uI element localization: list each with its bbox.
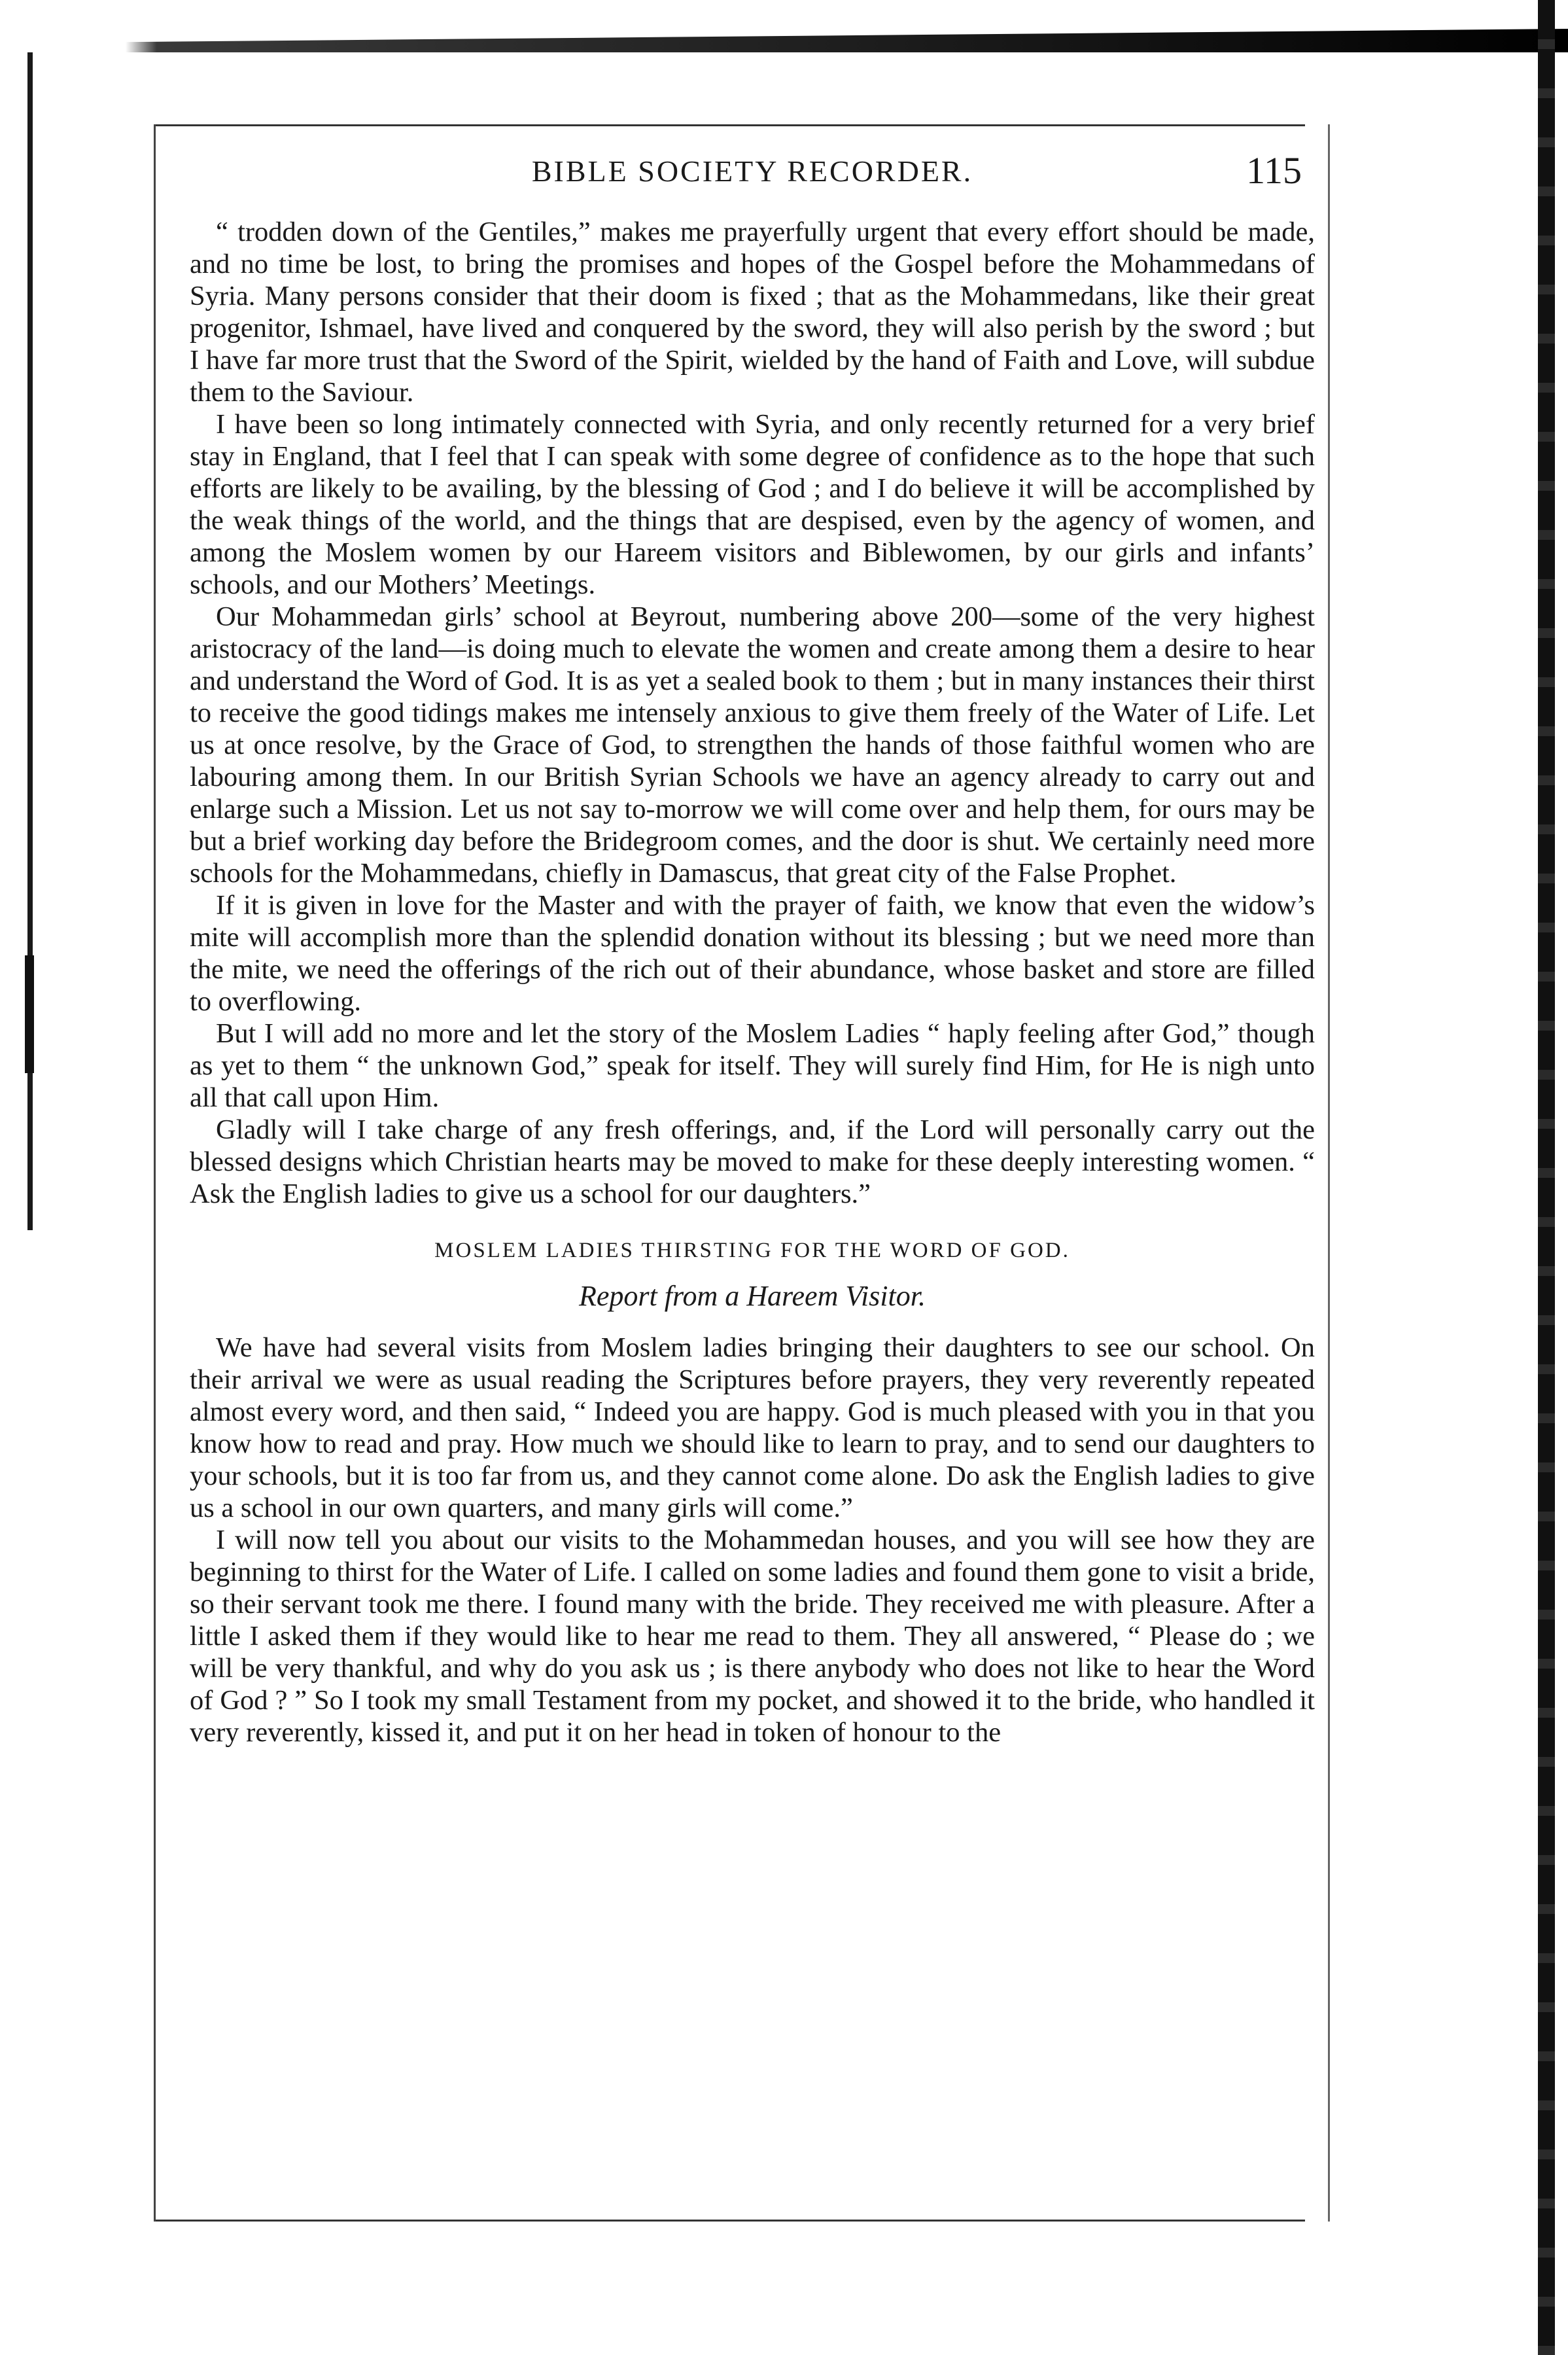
paragraph: Gladly will I take charge of any fresh offerings, and, if the Lord will personally carry out the blessed designs which Christian hearts may be moved to make for these deeply interesting women. “ Ask the English ladies to give us a school for our daughters.”	[190, 1114, 1315, 1209]
page-frame-left-rule	[154, 124, 156, 2222]
paragraph: Our Mohammedan girls’ school at Beyrout, numbering above 200—some of the very highest aristocracy of the land—is doing much to elevate the women and create among them a desire to hear and understand the Word of God. It is as yet a sealed book to them ; but in many instances their thirst to receive the good tidings makes me intensely anxious to give them freely of the Water of Life. Let us at once resolve, by the Grace of God, to strengthen the hands of those faithful women who are labouring among them. In our British Syrian Schools we have an agency already to carry out and enlarge such a Mission. Let us not say to-morrow we will come over and help them, for ours may be but a brief working day before the Bridegroom comes, and the door is shut. We certainly need more schools for the Mohammedans, chiefly in Damascus, that great city of the False Prophet.	[190, 601, 1315, 889]
scan-edge-shadow	[0, 26, 1568, 52]
paragraph: If it is given in love for the Master and with the prayer of faith, we know that even the widow’s mite will accomplish more than the splendid donation without its blessing ; but we need more than the mite, we need the offerings of the rich out of their abundance, whose basket and store are filled to overflowing.	[190, 890, 1315, 1017]
paragraph: I have been so long intimately connected with Syria, and only recently returned for a very brief stay in England, that I feel that I can speak with some degree of confidence as to the hope that such efforts are likely to be availing, by the blessing of God ; and I do believe it will be accomplished by the weak things of the world, and the things that are despised, even by the agency of women, and among the Moslem women by our Hareem visitors and Biblewomen, by our girls and infants’ schools, and our Mothers’ Meetings.	[190, 409, 1315, 600]
paragraph: But I will add no more and let the story of the Moslem Ladies “ haply feeling after God,” though as yet to them “ the unknown God,” speak for itself. They will surely find Him, for He is nigh unto all that call upon Him.	[190, 1018, 1315, 1113]
section-title: MOSLEM LADIES THIRSTING FOR THE WORD OF GOD.	[434, 1239, 1070, 1262]
section-subtitle: Report from a Hareem Visitor.	[579, 1280, 926, 1312]
running-head: BIBLE SOCIETY RECORDER.	[531, 154, 973, 188]
page-number: 115	[1246, 149, 1302, 192]
page-frame-top-rule	[154, 124, 1305, 126]
page-frame-bottom-rule	[154, 2220, 1305, 2222]
article-body	[190, 216, 1315, 1748]
page-frame-right-rule	[1328, 124, 1330, 2222]
paragraph: We have had several visits from Moslem ladies bringing their daughters to see our school. On their arrival we were as usual reading the Scriptures before prayers, they very reverently repeated almost every word, and then said, “ Indeed you are happy. God is much pleased with you in that you know how to read and pray. How much we should like to learn to pray, and to send our daughters to your schools, but it is too far from us, and they cannot come alone. Do ask the English ladies to give us a school in our own quarters, and many girls will come.”	[190, 1332, 1315, 1523]
binding-edge-mark	[25, 955, 34, 1073]
paragraph: I will now tell you about our visits to the Mohammedan houses, and you will see how they are beginning to thirst for the Water of Life. I called on some ladies and found them gone to visit a bride, so their servant took me there. I found many with the bride. They received me with pleasure. After a little I asked them if they would like to hear me read to them. They all answered, “ Please do ; we will be very thankful, and why do you ask us ; is there anybody who does not like to hear the Word of God ? ” So I took my small Testament from my pocket, and showed it to the bride, who handled it very reverently, kissed it, and put it on her head in token of honour to the	[190, 1525, 1315, 1748]
page-header	[190, 149, 1315, 206]
page-edge-strip	[1538, 0, 1555, 2355]
paragraph: “ trodden down of the Gentiles,” makes me prayerfully urgent that every effort should be made, and no time be lost, to bring the promises and hopes of the Gospel before the Mohammedans of Syria. Many persons consider that their doom is fixed ; that as the Mohammedans, like their great progenitor, Ishmael, have lived and conquered by the sword, they will also perish by the sword ; but I have far more trust that the Sword of the Spirit, wielded by the hand of Faith and Love, will subdue them to the Saviour.	[190, 217, 1315, 408]
